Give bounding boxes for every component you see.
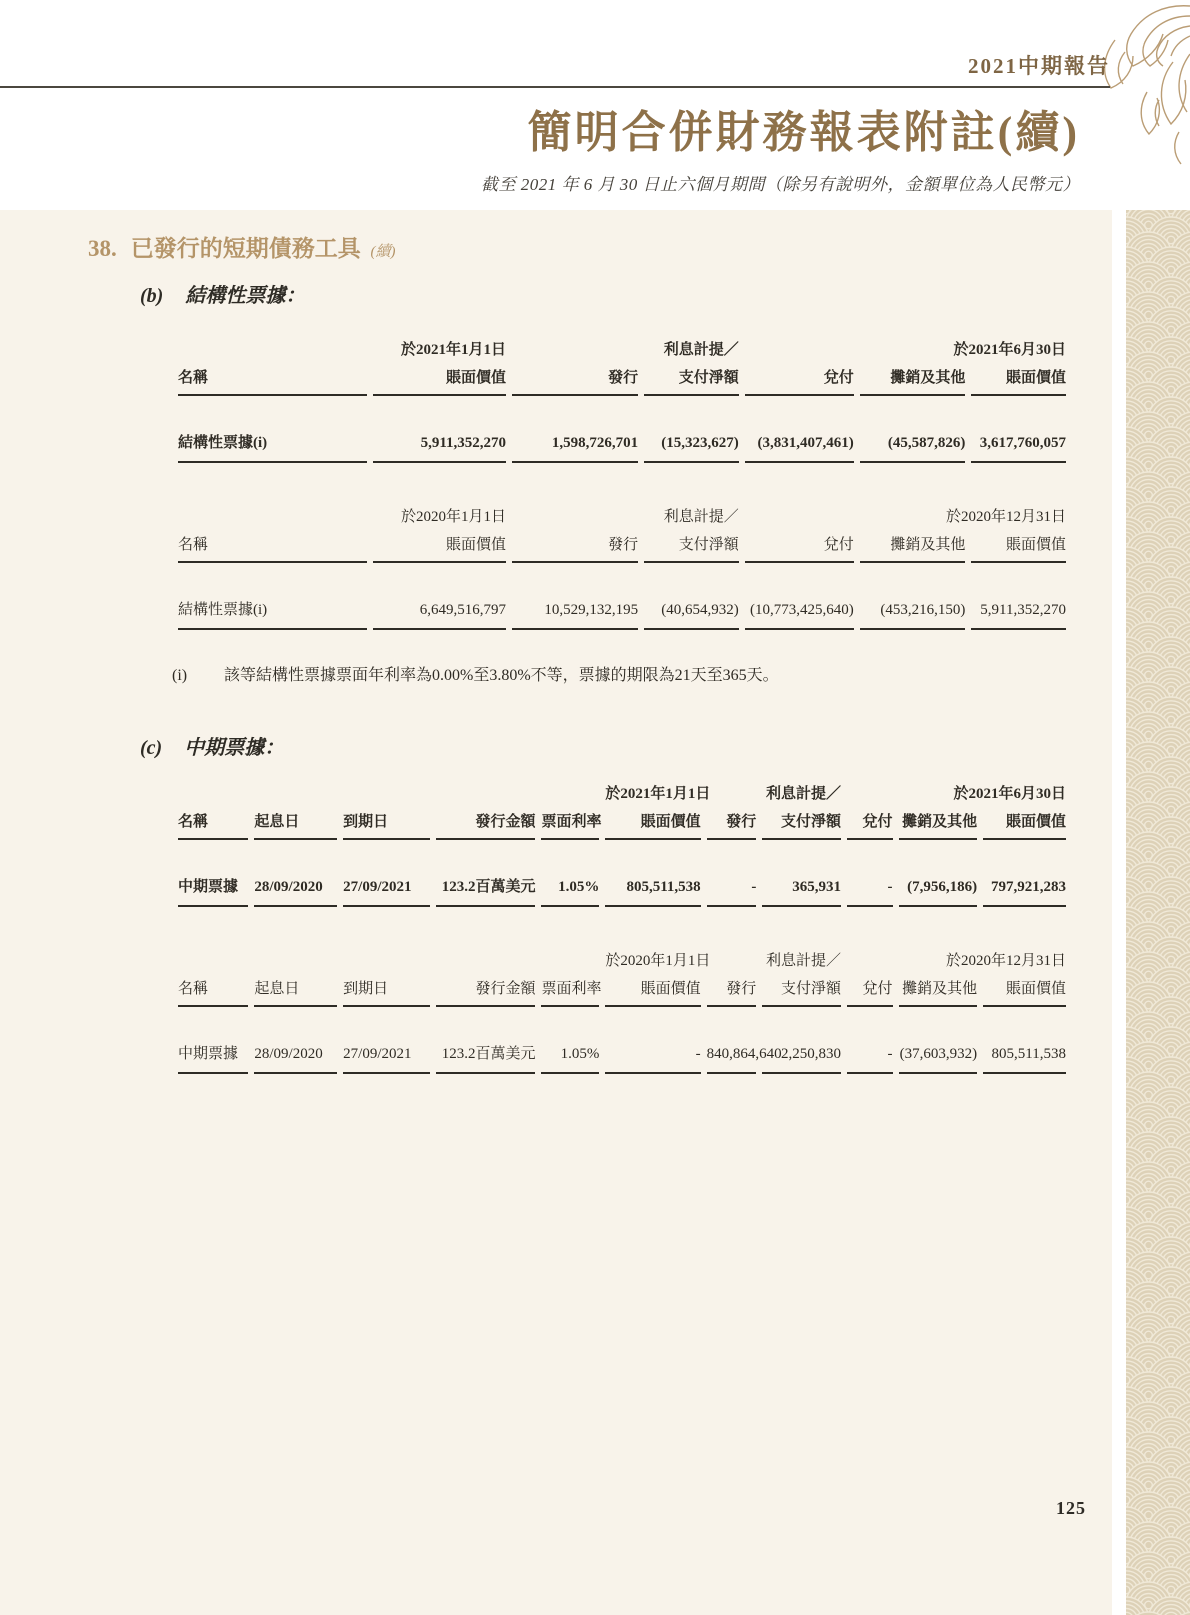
value-cell: (15,323,627) xyxy=(644,434,739,463)
column-header-row xyxy=(178,370,1066,396)
value-cell: (10,773,425,640) xyxy=(745,601,854,630)
value-cell: 1.05% xyxy=(541,1045,599,1074)
col-header: 攤銷及其他 xyxy=(899,814,978,840)
col-header: 票面利率 xyxy=(541,814,599,840)
cell-blank xyxy=(745,509,854,537)
value-cell: 805,511,538 xyxy=(605,878,700,907)
cell-blank xyxy=(512,509,638,537)
value-cell: 28/09/2020 xyxy=(254,878,337,907)
col-header: 名稱 xyxy=(178,814,248,840)
cell-blank xyxy=(707,786,757,814)
col-header: 賬面價值 xyxy=(605,814,700,840)
report-edition-label: 2021中期報告 xyxy=(968,54,1110,78)
cell-blank xyxy=(178,953,599,981)
cell-blank xyxy=(512,342,638,370)
value-cell: 1,598,726,701 xyxy=(512,434,638,463)
page-number: 125 xyxy=(1056,1498,1086,1518)
col-header: 票面利率 xyxy=(541,981,599,1007)
period-header-row xyxy=(178,509,1066,537)
col-header: 發行金額 xyxy=(436,814,535,840)
value-cell: (453,216,150) xyxy=(860,601,966,630)
section-title: 已發行的短期債務工具 xyxy=(130,236,361,261)
page-subtitle: 截至 2021 年 6 月 30 日止六個月期間（除另有說明外，金額單位為人民幣元） xyxy=(481,175,1080,194)
row-label-cell: 中期票據 xyxy=(178,1045,248,1074)
section-continued-label: (續) xyxy=(370,244,396,260)
col-header: 兌付 xyxy=(847,981,893,1007)
subsection-c-title: 中期票據： xyxy=(184,737,285,759)
page-body xyxy=(0,210,1190,1615)
col-header: 支付淨額 xyxy=(644,537,739,563)
page-title: 簡明合併財務報表附註(續) xyxy=(527,108,1080,157)
column-header-row xyxy=(178,537,1066,563)
medium-term-notes-2020-table xyxy=(172,953,1072,1074)
col-header: 發行 xyxy=(707,814,757,840)
cell-blank xyxy=(745,342,854,370)
col-header: 發行 xyxy=(512,537,638,563)
footnote-marker: (i) xyxy=(172,667,188,684)
period-header-row xyxy=(178,342,1066,370)
col-header: 名稱 xyxy=(178,370,367,396)
col-header: 賬面價值 xyxy=(983,981,1066,1007)
col-header: 兌付 xyxy=(847,814,893,840)
value-cell: 3,617,760,057 xyxy=(971,434,1066,463)
content-band-gap xyxy=(1112,210,1126,1615)
col-header: 兌付 xyxy=(745,537,854,563)
period-header-row xyxy=(178,953,1066,981)
col-header: 起息日 xyxy=(254,814,337,840)
column-header-row xyxy=(178,814,1066,840)
cell-blank xyxy=(178,342,367,370)
table-spacer xyxy=(178,1007,1066,1045)
value-cell: 10,529,132,195 xyxy=(512,601,638,630)
period-start-label: 於2020年1月1日 xyxy=(605,953,711,969)
table-row xyxy=(178,601,1066,630)
value-cell: (37,603,932) xyxy=(899,1045,978,1074)
subsection-c-label: (c) xyxy=(140,737,163,759)
col-header: 發行 xyxy=(512,370,638,396)
page-header xyxy=(0,0,1190,210)
col-header: 賬面價值 xyxy=(971,370,1066,396)
col-header: 發行金額 xyxy=(436,981,535,1007)
table-row xyxy=(178,434,1066,463)
table-spacer-row xyxy=(178,396,1066,434)
col-header: 賬面價值 xyxy=(971,537,1066,563)
col-header: 支付淨額 xyxy=(644,370,739,396)
footnote-i xyxy=(172,662,1112,685)
value-cell: 5,911,352,270 xyxy=(373,434,506,463)
period-start-label: 於2021年1月1日 xyxy=(401,342,507,358)
table-spacer-row xyxy=(178,1007,1066,1045)
col-header: 支付淨額 xyxy=(762,981,841,1007)
value-cell: 1.05% xyxy=(541,878,599,907)
cell-blank xyxy=(178,786,599,814)
wave-pattern-band xyxy=(1126,210,1190,1615)
col-header: 起息日 xyxy=(254,981,337,1007)
table-row xyxy=(178,878,1066,907)
cell-blank xyxy=(707,953,757,981)
col-header: 到期日 xyxy=(343,981,430,1007)
section-38-heading xyxy=(88,230,1112,263)
structured-notes-2020-table xyxy=(172,509,1072,630)
subsection-b-heading xyxy=(140,279,1112,308)
cell-blank xyxy=(847,786,893,814)
content-area xyxy=(0,210,1112,1615)
structured-notes-2021-table xyxy=(172,342,1072,463)
col-header: 到期日 xyxy=(343,814,430,840)
col-header: 攤銷及其他 xyxy=(860,370,966,396)
col-header: 賬面價值 xyxy=(373,537,506,563)
period-end-label: 於2021年6月30日 xyxy=(953,342,1066,358)
col-header: 攤銷及其他 xyxy=(860,537,966,563)
value-cell: - xyxy=(847,878,893,907)
value-cell: 6,649,516,797 xyxy=(373,601,506,630)
table-spacer-row xyxy=(178,563,1066,601)
col-header: 賬面價值 xyxy=(373,370,506,396)
value-cell: 5,911,352,270 xyxy=(971,601,1066,630)
col-header: 兌付 xyxy=(745,370,854,396)
interest-heading-label: 利息計提／ xyxy=(663,342,739,358)
column-header-row xyxy=(178,981,1066,1007)
period-end-label: 於2020年12月31日 xyxy=(945,953,1066,969)
cell-blank xyxy=(847,953,893,981)
period-start-label: 於2021年1月1日 xyxy=(605,786,711,802)
cell-blank xyxy=(178,509,367,537)
subsection-b-title: 結構性票據： xyxy=(185,285,306,307)
subsection-b-label: (b) xyxy=(140,285,164,307)
seigaiha-wave-pattern xyxy=(1126,210,1190,1615)
interest-heading-label: 利息計提／ xyxy=(663,509,739,525)
table-row xyxy=(178,1045,1066,1074)
col-header: 攤銷及其他 xyxy=(899,981,978,1007)
header-divider xyxy=(0,86,1110,88)
value-cell: 123.2百萬美元 xyxy=(436,878,535,907)
period-start-label: 於2020年1月1日 xyxy=(401,509,507,525)
value-cell: (3,831,407,461) xyxy=(745,434,854,463)
table-spacer xyxy=(178,563,1066,601)
value-cell: 805,511,538 xyxy=(983,1045,1066,1074)
interest-heading-label: 利息計提／ xyxy=(765,953,841,969)
value-cell: 27/09/2021 xyxy=(343,1045,430,1074)
period-header-row xyxy=(178,786,1066,814)
table-spacer xyxy=(178,396,1066,434)
value-cell: (7,956,186) xyxy=(899,878,978,907)
section-number: 38. xyxy=(88,236,117,261)
footnote-text: 該等結構性票據票面年利率為0.00%至3.80%不等，票據的期限為21天至365天。 xyxy=(224,667,779,684)
col-header: 發行 xyxy=(707,981,757,1007)
col-header: 名稱 xyxy=(178,981,248,1007)
col-header: 賬面價值 xyxy=(605,981,700,1007)
period-end-label: 於2020年12月31日 xyxy=(945,509,1066,525)
value-cell: - xyxy=(605,1045,700,1074)
period-end-label: 於2021年6月30日 xyxy=(953,786,1066,802)
value-cell: 28/09/2020 xyxy=(254,1045,337,1074)
row-label-cell: 中期票據 xyxy=(178,878,248,907)
value-cell: 797,921,283 xyxy=(983,878,1066,907)
subsection-c-heading xyxy=(140,731,1112,760)
table-spacer xyxy=(178,840,1066,878)
value-cell: 27/09/2021 xyxy=(343,878,430,907)
value-cell: 2,250,830 xyxy=(762,1045,841,1074)
col-header: 賬面價值 xyxy=(983,814,1066,840)
medium-term-notes-2021-table xyxy=(172,786,1072,907)
col-header: 支付淨額 xyxy=(762,814,841,840)
table-spacer-row xyxy=(178,840,1066,878)
value-cell: 840,864,640 xyxy=(707,1045,757,1074)
row-label-cell: 結構性票據(i) xyxy=(178,434,367,463)
row-label-cell: 結構性票據(i) xyxy=(178,601,367,630)
value-cell: 365,931 xyxy=(762,878,841,907)
value-cell: - xyxy=(707,878,757,907)
value-cell: - xyxy=(847,1045,893,1074)
value-cell: 123.2百萬美元 xyxy=(436,1045,535,1074)
value-cell: (45,587,826) xyxy=(860,434,966,463)
interest-heading-label: 利息計提／ xyxy=(765,786,841,802)
value-cell: (40,654,932) xyxy=(644,601,739,630)
col-header: 名稱 xyxy=(178,537,367,563)
